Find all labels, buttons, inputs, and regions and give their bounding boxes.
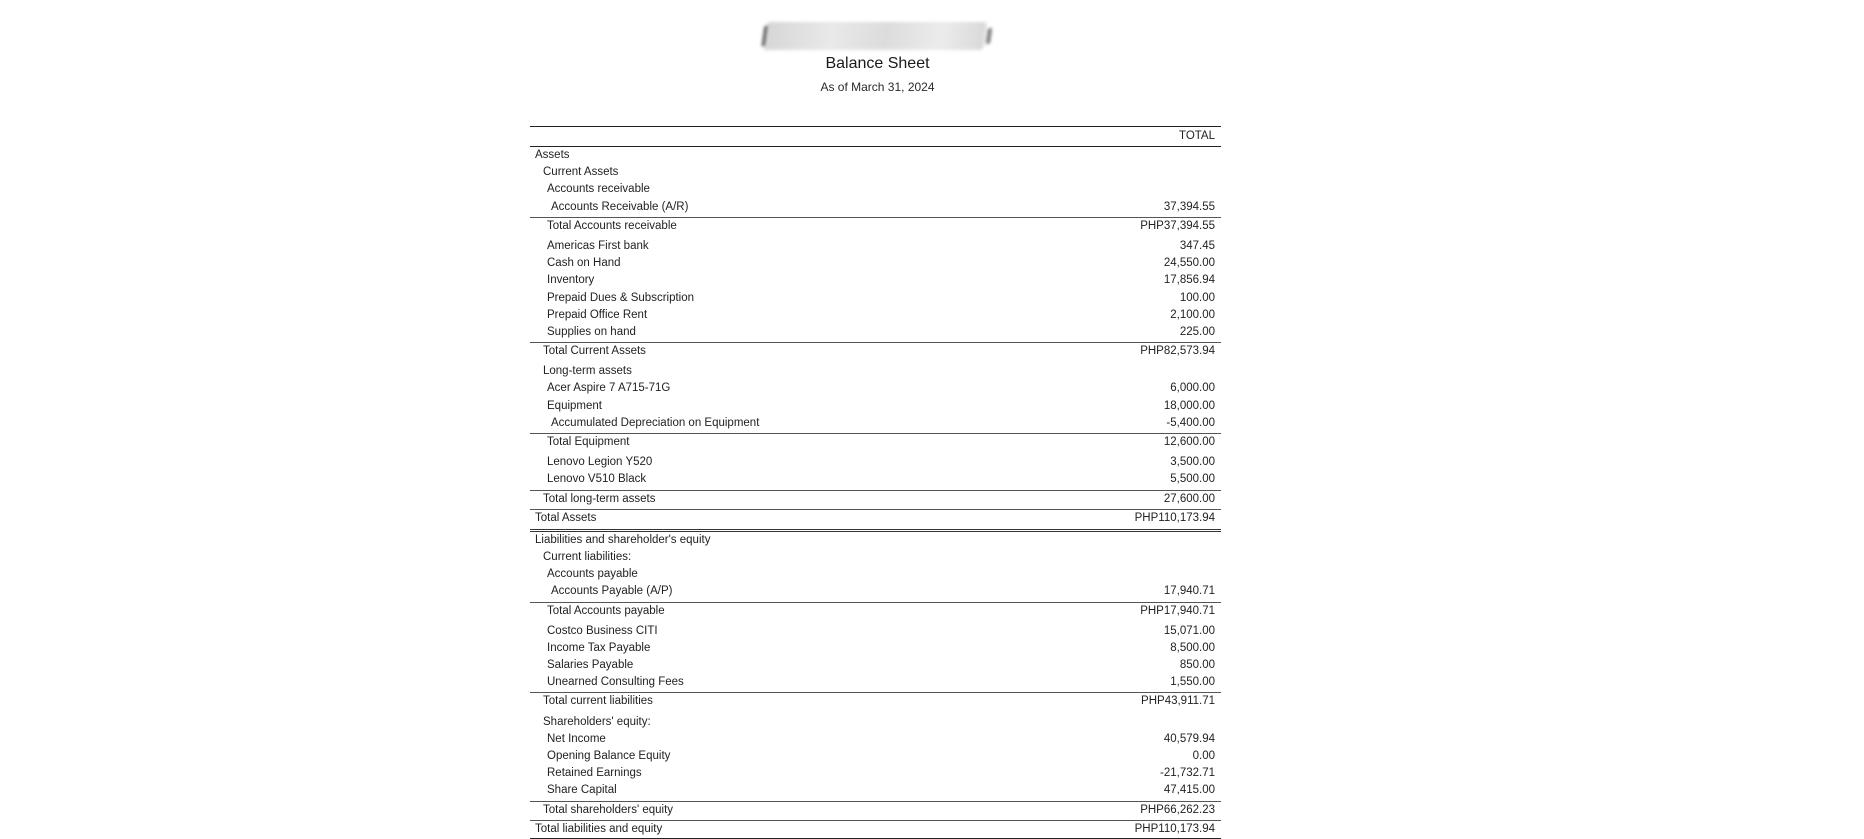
line-item: Retained Earnings -21,732.71	[547, 767, 1215, 780]
line-item: Americas First bank 347.45	[547, 239, 1215, 252]
line-item: Accounts Receivable (A/R) 37,394.55	[551, 200, 1215, 213]
section-long-term-assets: Long-term assets	[543, 365, 632, 378]
line-item: Inventory 17,856.94	[547, 274, 1215, 287]
line-item: Prepaid Office Rent 2,100.00	[547, 308, 1215, 321]
grand-total-liabilities-equity: Total liabilities and equity PHP110,173.94	[530, 820, 1221, 839]
line-item: Costco Business CITI 15,071.00	[547, 624, 1215, 637]
report-date: As of March 31, 2024	[820, 80, 935, 94]
line-item: Lenovo V510 Black 5,500.00	[547, 473, 1215, 486]
line-item: Acer Aspire 7 A715-71G 6,000.00	[547, 382, 1215, 395]
total-row: Total Current Assets PHP82,573.94	[530, 342, 1221, 360]
section-assets: Assets	[535, 149, 570, 161]
line-item: Net Income 40,579.94	[547, 732, 1215, 745]
total-row: Total shareholders' equity PHP66,262.23	[530, 801, 1221, 819]
line-item: Prepaid Dues & Subscription 100.00	[547, 291, 1215, 304]
column-header	[530, 126, 1221, 147]
grand-total-assets: Total Assets PHP110,173.94	[530, 509, 1221, 532]
line-item: Salaries Payable 850.00	[547, 659, 1215, 672]
total-row: Total Accounts payable PHP17,940.71	[530, 602, 1221, 620]
section-current-assets: Current Assets	[543, 166, 619, 179]
total-column-label: TOTAL	[1179, 130, 1215, 142]
line-item: Opening Balance Equity 0.00	[547, 750, 1215, 762]
total-row: Total long-term assets 27,600.00	[530, 490, 1221, 508]
section-shareholders-equity: Shareholders' equity:	[543, 715, 651, 728]
total-row: Total current liabilities PHP43,911.71	[530, 692, 1221, 710]
total-row: Total Accounts receivable PHP37,394.55	[530, 217, 1221, 235]
section-current-liabilities: Current liabilities:	[543, 550, 632, 563]
line-item: Accumulated Depreciation on Equipment -5,400.00	[551, 416, 1215, 429]
group-accounts-receivable: Accounts receivable	[547, 183, 650, 196]
line-item: Share Capital 47,415.00	[547, 784, 1215, 797]
line-item: Accounts Payable (A/P) 17,940.71	[551, 585, 1215, 598]
redacted-company-name	[763, 22, 987, 50]
report-title: Balance Sheet	[825, 55, 930, 72]
group-accounts-payable: Accounts payable	[547, 568, 638, 581]
line-item: Supplies on hand 225.00	[547, 325, 1215, 338]
total-row: Total Equipment 12,600.00	[530, 433, 1221, 451]
line-item: Income Tax Payable 8,500.00	[547, 641, 1215, 654]
line-item: Cash on Hand 24,550.00	[547, 257, 1215, 270]
line-item: Unearned Consulting Fees 1,550.00	[547, 676, 1215, 689]
line-item: Equipment 18,000.00	[547, 399, 1215, 412]
line-item: Lenovo Legion Y520 3,500.00	[547, 456, 1215, 469]
section-liabilities-equity: Liabilities and shareholder's equity	[535, 533, 711, 546]
balance-sheet-table	[530, 126, 1221, 839]
